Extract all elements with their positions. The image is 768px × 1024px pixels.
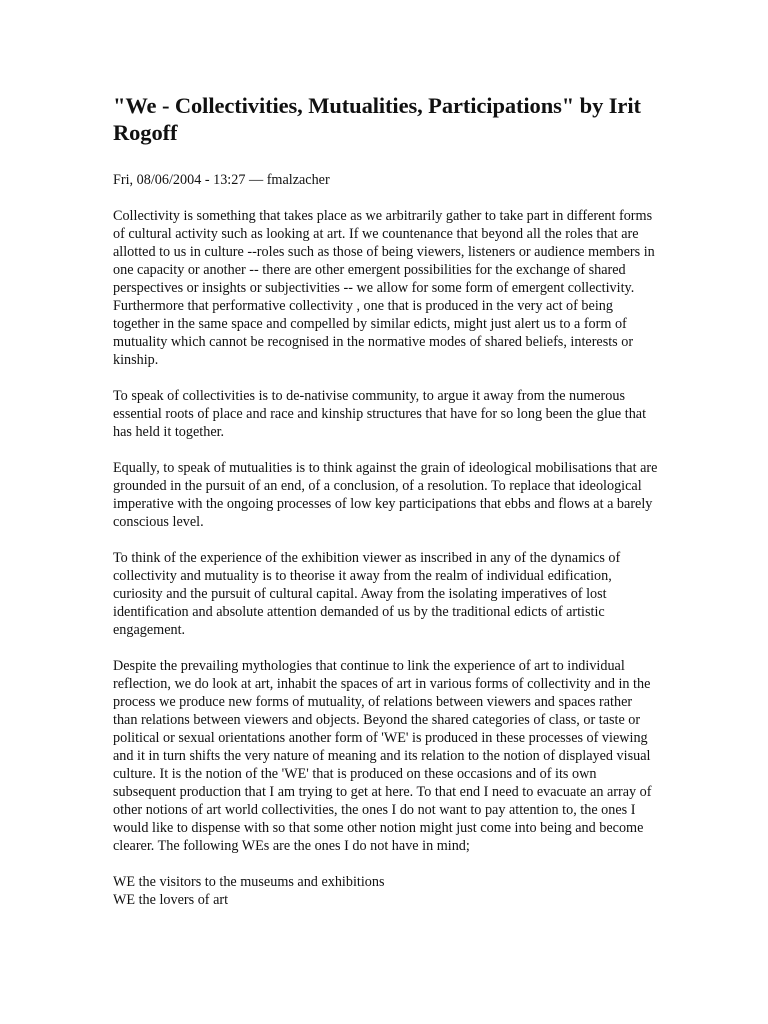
paragraph-collectivity: Collectivity is something that takes place as we arbitrarily gather to take part in different forms of cultural activity such as looking at art. If we countenance that beyond all the roles that are allotted to us in culture --roles such as those of being viewers, listeners or audience members in one capacity or another -- there are other emergent possibilities for the exchange of shared perspectives or insights or subjectivities -- we allow for some form of emergent collectivity. Furthermore that performative collectivity , one that is produced in the very act of being together in the same space and compelled by similar edicts, might just alert us to a form of mutuality which cannot be recognised in the normative modes of shared beliefs, interests or kinship. [113,208,655,368]
article-meta: Fri, 08/06/2004 - 13:27 — fmalzacher [113,172,330,188]
paragraph-mutualities: Equally, to speak of mutualities is to think against the grain of ideological mobilisations that are grounded in the pursuit of an end, of a conclusion, of a resolution. To replace that ideological imperative with the ongoing processes of low key participations that ebbs and flows at a barely conscious level. [113,460,658,530]
paragraph-prevailing-mythologies: Despite the prevailing mythologies that continue to link the experience of art to individual reflection, we do look at art, inhabit the spaces of art in various forms of collectivity and in the process we produce new forms of mutuality, of relations between viewers and spaces rather than relations between viewers and objects. Beyond the shared categories of class, or taste or political or sexual orientations another form of 'WE' is produced in these processes of viewing and it in turn shifts the very nature of meaning and its relation to the notion of displayed visual culture. It is the notion of the 'WE' that is produced on these occasions and of its own subsequent production that I am trying to get at here. To that end I need to evacuate an array of other notions of art world collectivities, the ones I do not want to pay attention to, the ones I would like to dispense with so that some other notion might just come into being and become clearer. The following WEs are the ones I do not have in mind; [113,658,652,854]
we-list-item: WE the lovers of art [113,892,229,908]
article-title: "We - Collectivities, Mutualities, Participations" by Irit Rogoff [113,93,641,145]
paragraph-collectivities: To speak of collectivities is to de-nativise community, to argue it away from the numerous essential roots of place and race and kinship structures that have for so long been the glue that has held it together. [113,388,647,440]
we-list [113,873,658,909]
we-list-item: WE the visitors to the museums and exhibitions [113,874,385,890]
paragraph-exhibition-viewer: To think of the experience of the exhibition viewer as inscribed in any of the dynamics of collectivity and mutuality is to theorise it away from the realm of individual edification, curiosity and the pursuit of cultural capital. Away from the isolating imperatives of lost identification and absolute attention demanded of us by the traditional edicts of artistic engagement. [113,550,621,638]
article-body [113,92,658,909]
